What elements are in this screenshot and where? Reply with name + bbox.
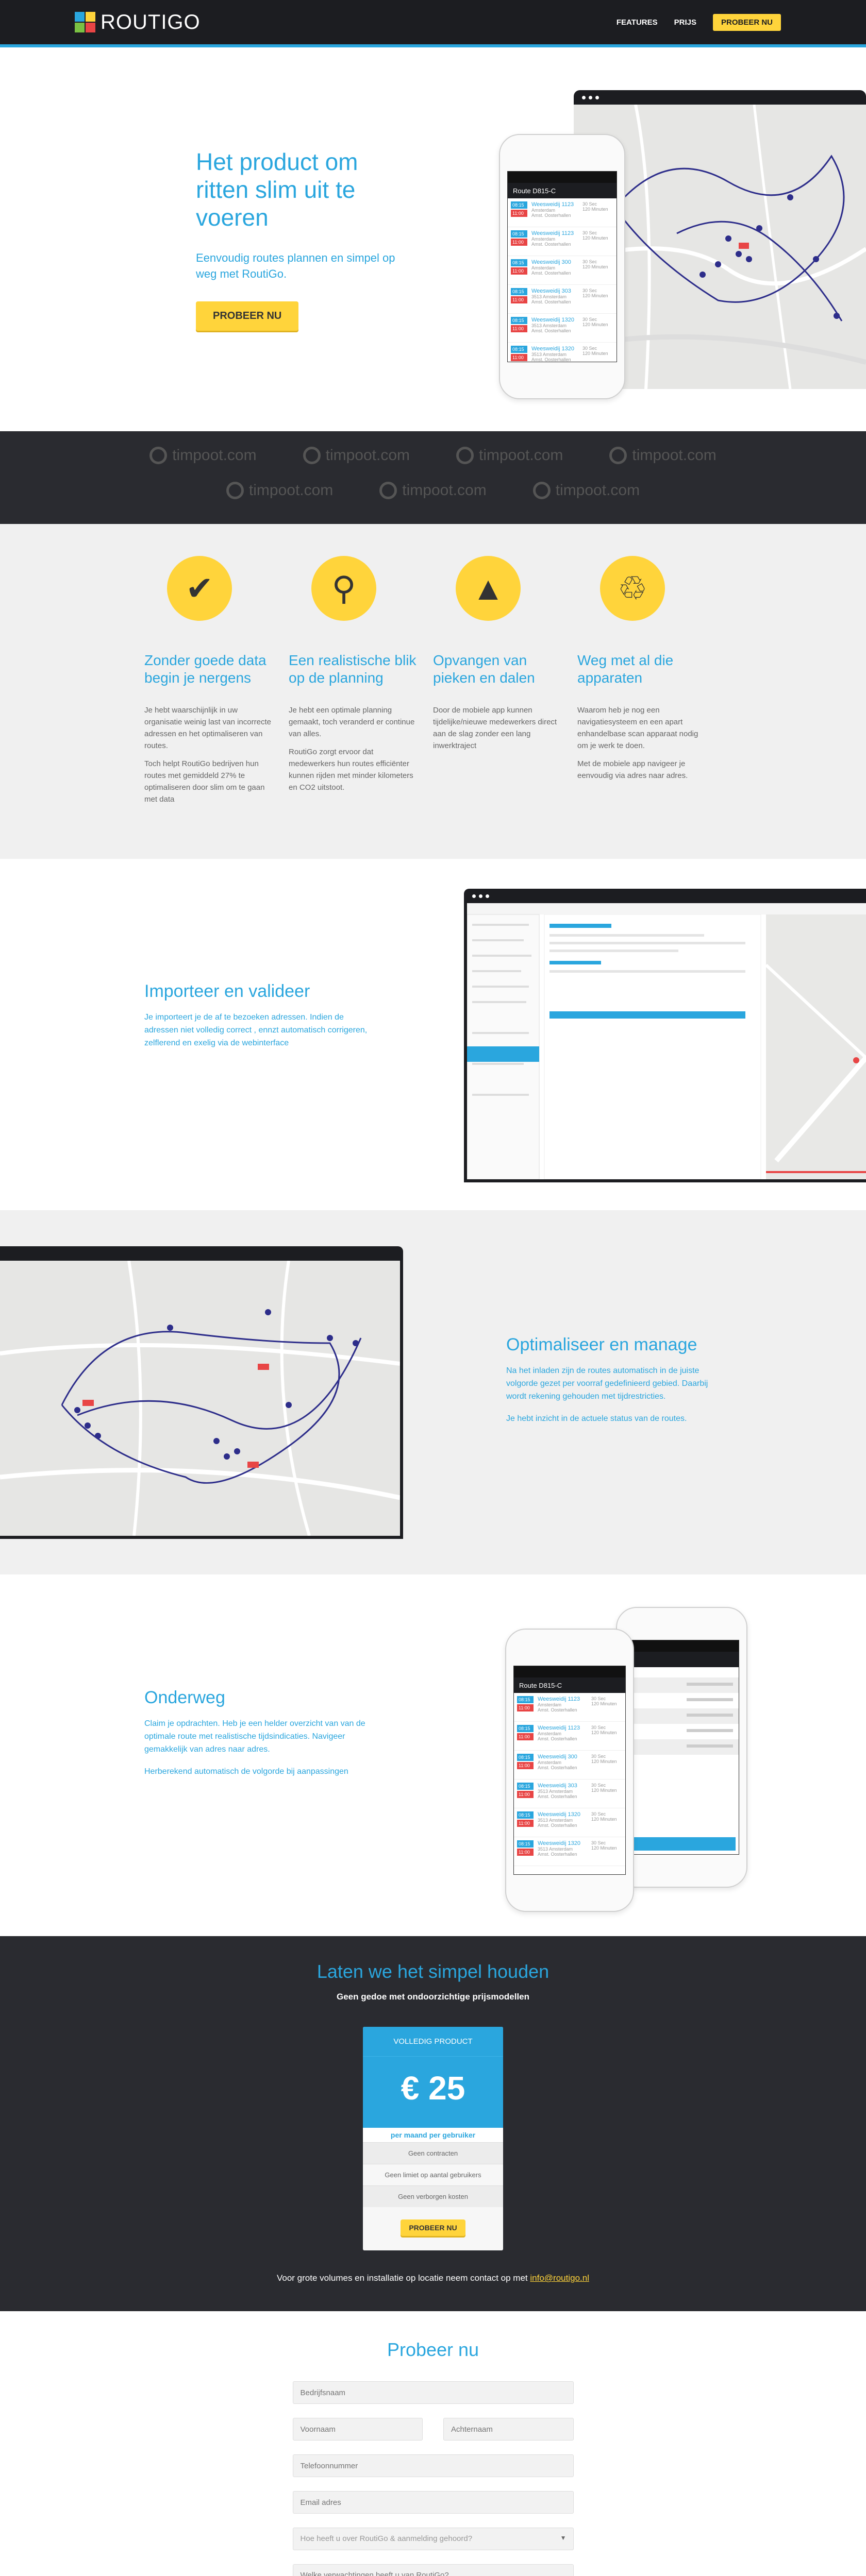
- stop-time-start: 08:15: [517, 1840, 534, 1848]
- stop-city: Amsterdam: [531, 208, 556, 213]
- client-logo-text: timpoot.com: [172, 447, 257, 464]
- stop-city: Amsterdam: [538, 1760, 562, 1765]
- feature-column: [433, 556, 577, 805]
- stop-area: Amst. Oosterhallen: [538, 1707, 577, 1713]
- import-web-interface: [467, 903, 866, 1179]
- site-header: [0, 0, 866, 47]
- stop-info: [527, 317, 582, 339]
- stop-info: [534, 1783, 591, 1805]
- stop-time-start: 08:15: [517, 1754, 534, 1761]
- hero-subtitle: Eenvoudig routes plannen en simpel op weg met RoutiGo.: [196, 251, 395, 280]
- pricing-cta-button[interactable]: PROBEER NU: [401, 2219, 465, 2236]
- stop-time-start: 08:15: [511, 317, 527, 324]
- client-logo-text: timpoot.com: [632, 447, 717, 464]
- source-select[interactable]: [293, 2528, 574, 2550]
- stop-time-start: 08:15: [511, 259, 527, 266]
- stop-time-end: 11:00: [517, 1704, 534, 1711]
- stop-duration: 30 Sec: [582, 230, 597, 235]
- expectations-textarea[interactable]: [293, 2564, 574, 2576]
- optimize-route-map[interactable]: [0, 1261, 400, 1536]
- logo-circle-icon: [303, 447, 321, 464]
- route-stop-row[interactable]: [508, 314, 617, 343]
- stop-city: Amsterdam: [531, 236, 556, 242]
- features-section: [0, 524, 866, 859]
- stop-meta: [582, 259, 613, 281]
- stop-eta: 120 Minuten: [591, 1759, 617, 1764]
- stop-area: Amst. Oosterhallen: [531, 299, 571, 304]
- phone-input[interactable]: [293, 2454, 574, 2477]
- onderweg-title: Onderweg: [144, 1688, 225, 1707]
- stop-time-tags: [511, 346, 527, 362]
- stop-meta: [591, 1783, 622, 1805]
- stop-time-end: 11:00: [511, 210, 527, 217]
- stop-eta: 120 Minuten: [582, 322, 608, 327]
- optimize-tablet-mockup: [0, 1246, 403, 1539]
- stop-info: [534, 1811, 591, 1834]
- signup-form-section: [0, 2311, 866, 2576]
- stop-eta: 120 Minuten: [582, 264, 608, 269]
- stop-meta: [582, 317, 613, 339]
- stop-time-tags: [511, 317, 527, 339]
- stop-duration: 30 Sec: [591, 1840, 606, 1845]
- check-icon: ✔: [167, 556, 232, 621]
- signup-form: [293, 2381, 574, 2576]
- feature-title: Een realistische blik op de planning: [289, 652, 417, 686]
- route-stop-row[interactable]: [508, 227, 617, 256]
- stop-duration: 30 Sec: [582, 201, 597, 207]
- route-stop-row[interactable]: [514, 1751, 625, 1780]
- client-logo: [379, 482, 486, 499]
- stop-time-start: 08:15: [511, 230, 527, 238]
- logo-circle-icon: [379, 482, 397, 499]
- logo-circle-icon: [609, 447, 627, 464]
- phone-detail-svg: [625, 1667, 739, 1855]
- stop-time-tags: [517, 1725, 534, 1747]
- phone-mockup: [499, 134, 625, 399]
- nav-cta-button[interactable]: PROBEER NU: [713, 14, 781, 31]
- stop-area: Amst. Oosterhallen: [531, 357, 571, 362]
- stop-area: Amst. Oosterhallen: [538, 1823, 577, 1828]
- import-ui-svg: [467, 903, 866, 1179]
- phone-route-title: Route D815-C: [508, 183, 617, 198]
- logo-icon: [75, 12, 95, 32]
- stop-time-end: 11:00: [511, 325, 527, 332]
- stop-info: [527, 288, 582, 310]
- nav-prijs[interactable]: PRIJS: [674, 18, 696, 27]
- price-feature: Geen limiet op aantal gebruikers: [363, 2164, 503, 2185]
- stop-meta: [591, 1754, 622, 1776]
- stop-time-end: 11:00: [517, 1849, 534, 1856]
- hero-title: Het product om ritten slim uit te voeren: [196, 148, 358, 231]
- import-section: [0, 859, 866, 1210]
- feature-title: Weg met al die apparaten: [577, 652, 674, 686]
- price-feature: Geen contracten: [363, 2142, 503, 2164]
- hero-section: [0, 47, 866, 431]
- client-logo: [533, 482, 640, 499]
- form-title: Probeer nu: [387, 2339, 479, 2360]
- stop-time-end: 11:00: [517, 1820, 534, 1827]
- phone-route-list-2: [514, 1693, 625, 1866]
- contact-email-link[interactable]: info@routigo.nl: [530, 2273, 589, 2283]
- client-logos: [0, 431, 866, 524]
- stop-time-tags: [511, 230, 527, 252]
- onderweg-text-1: Claim je opdrachten. Heb je een helder overzicht van van de optimale route met realistische tijdsindicaties. Navigeer gemakkelijk van adres naar adres.: [144, 1719, 365, 1754]
- first-name-input[interactable]: [293, 2418, 423, 2441]
- email-input[interactable]: [293, 2491, 574, 2514]
- stop-time-start: 08:15: [511, 201, 527, 209]
- stop-city: Amsterdam: [538, 1731, 562, 1736]
- stop-address: Weesweidij 1320: [531, 346, 574, 352]
- pricing-section: [0, 1936, 866, 2311]
- stop-eta: 120 Minuten: [591, 1701, 617, 1706]
- feature-text: Met de mobiele app navigeer je eenvoudig via adres naar adres.: [577, 759, 688, 780]
- stop-time-end: 11:00: [511, 267, 527, 275]
- optimize-text-2: Je hebt inzicht in de actuele status van de routes.: [506, 1414, 687, 1423]
- stop-time-tags: [511, 201, 527, 224]
- stop-duration: 30 Sec: [591, 1725, 606, 1730]
- price-card-heading: VOLLEDIG PRODUCT: [363, 2027, 503, 2057]
- stop-duration: 30 Sec: [582, 259, 597, 264]
- stop-info: [534, 1696, 591, 1718]
- stop-duration: 30 Sec: [591, 1811, 606, 1817]
- stop-area: Amst. Oosterhallen: [538, 1794, 577, 1799]
- price-card: [363, 2027, 503, 2250]
- import-text: Je importeert je de af te bezoeken adressen. Indien de adressen niet volledig correct , ennzt automatisch corrigeren, zelflerend en exelig via de webinterface: [144, 1013, 368, 1047]
- stop-eta: 120 Minuten: [582, 351, 608, 356]
- stop-address: Weesweidij 303: [531, 288, 571, 294]
- chart-icon: ▲: [456, 556, 521, 621]
- price-feature: Geen verborgen kosten: [363, 2185, 503, 2207]
- stop-address: Weesweidij 1320: [538, 1840, 580, 1846]
- stop-city: 3513 Amsterdam: [538, 1818, 573, 1823]
- stop-eta: 120 Minuten: [582, 235, 608, 241]
- main-nav: [617, 14, 781, 31]
- phone-route-list: [508, 198, 617, 362]
- route-stop-row[interactable]: [514, 1808, 625, 1837]
- feature-text: Je hebt een optimale planning gemaakt, toch veranderd er continue van alles.: [289, 706, 415, 738]
- nav-features[interactable]: FEATURES: [616, 18, 658, 27]
- stop-city: 3513 Amsterdam: [538, 1789, 573, 1794]
- stop-meta: [582, 230, 613, 252]
- pricing-note: [0, 2273, 866, 2283]
- stop-city: 3513 Amsterdam: [538, 1846, 573, 1852]
- stop-time-end: 11:00: [511, 296, 527, 303]
- company-input[interactable]: [293, 2381, 574, 2404]
- pricing-note-text: Voor grote volumes en installatie op locatie neem contact op met: [276, 2273, 528, 2283]
- route-stop-row[interactable]: [514, 1722, 625, 1751]
- feature-column: [144, 556, 289, 805]
- stop-time-end: 11:00: [511, 354, 527, 361]
- import-tablet-mockup: [464, 889, 866, 1182]
- optimize-text-1: Na het inladen zijn de routes automatisch in de juiste volgorde gezet per voorraf gedefinieerd gebied. Daarbij wordt rekening gehouden met tijdrestricties.: [506, 1366, 708, 1401]
- stop-info: [527, 230, 582, 252]
- stop-duration: 30 Sec: [582, 288, 597, 293]
- trash-icon: ♲: [600, 556, 665, 621]
- stop-info: [527, 346, 582, 362]
- client-logo: [226, 482, 333, 499]
- hero-cta-button[interactable]: PROBEER NU: [196, 301, 298, 331]
- stop-eta: 120 Minuten: [582, 207, 608, 212]
- stop-eta: 120 Minuten: [591, 1788, 617, 1793]
- stop-area: Amst. Oosterhallen: [538, 1765, 577, 1770]
- feature-title: Opvangen van pieken en dalen: [433, 652, 535, 686]
- stop-address: Weesweidij 1123: [538, 1696, 580, 1702]
- logo-circle-icon: [149, 447, 167, 464]
- stop-duration: 30 Sec: [591, 1783, 606, 1788]
- stop-meta: [591, 1725, 622, 1747]
- onderweg-section: [0, 1574, 866, 1936]
- stop-city: 3513 Amsterdam: [531, 323, 567, 328]
- stop-info: [534, 1725, 591, 1747]
- stop-time-tags: [517, 1696, 534, 1718]
- feature-title: Zonder goede data begin je nergens: [144, 652, 267, 686]
- stop-time-end: 11:00: [517, 1791, 534, 1798]
- stop-address: Weesweidij 1123: [531, 230, 574, 236]
- stop-address: Weesweidij 1320: [538, 1811, 580, 1818]
- stop-time-tags: [511, 288, 527, 310]
- stop-eta: 120 Minuten: [591, 1845, 617, 1851]
- stop-time-tags: [517, 1811, 534, 1834]
- stop-meta: [591, 1696, 622, 1718]
- route-stop-row[interactable]: [508, 256, 617, 285]
- logo[interactable]: [75, 11, 201, 34]
- stop-address: Weesweidij 1123: [531, 201, 574, 208]
- stop-area: Amst. Oosterhallen: [531, 270, 571, 276]
- stop-eta: 120 Minuten: [582, 293, 608, 298]
- feature-text: Je hebt waarschijnlijk in uw organisatie weinig last van incorrecte adressen en het optimaliseren van routes.: [144, 706, 271, 750]
- stop-time-tags: [511, 259, 527, 281]
- price-amount: € 25: [363, 2057, 503, 2128]
- logo-circle-icon: [226, 482, 244, 499]
- pricing-title: Laten we het simpel houden: [317, 1961, 549, 1982]
- feature-column: [577, 556, 722, 805]
- stop-area: Amst. Oosterhallen: [538, 1736, 577, 1741]
- stop-address: Weesweidij 300: [538, 1754, 577, 1760]
- price-period: per maand per gebruiker: [390, 2131, 476, 2139]
- stop-meta: [582, 201, 613, 224]
- stop-area: Amst. Oosterhallen: [531, 213, 571, 218]
- client-logo: [303, 447, 410, 464]
- stop-address: Weesweidij 300: [531, 259, 571, 265]
- stop-info: [534, 1840, 591, 1862]
- client-logo-text: timpoot.com: [555, 482, 640, 499]
- stop-time-start: 08:15: [517, 1696, 534, 1703]
- stop-city: 3513 Amsterdam: [531, 352, 567, 357]
- stop-area: Amst. Oosterhallen: [531, 328, 571, 333]
- feature-text: Door de mobiele app kunnen tijdelijke/nieuwe medewerkers direct aan de slag zonder een lang inwerktraject: [433, 706, 557, 750]
- optimize-title: Optimaliseer en manage: [506, 1335, 697, 1354]
- pricing-subtitle: Geen gedoe met ondoorzichtige prijsmodellen: [336, 1992, 530, 2002]
- stop-city: 3513 Amsterdam: [531, 294, 567, 299]
- stop-address: Weesweidij 303: [538, 1783, 577, 1789]
- import-title: Importeer en valideer: [144, 981, 310, 1001]
- phone-mockup-back: [616, 1607, 747, 1888]
- phone-mockup-front: [505, 1629, 634, 1912]
- stop-area: Amst. Oosterhallen: [538, 1852, 577, 1857]
- stop-meta: [591, 1840, 622, 1862]
- stop-city: Amsterdam: [538, 1702, 562, 1707]
- stop-meta: [582, 346, 613, 362]
- feature-text: Waarom heb je nog een navigatiesysteem en een apart enhandelbase scan apparaat nodig om je werk te doen.: [577, 706, 698, 750]
- client-logo: [609, 447, 716, 464]
- stop-duration: 30 Sec: [582, 317, 597, 322]
- stop-time-start: 08:15: [517, 1783, 534, 1790]
- stop-address: Weesweidij 1320: [531, 317, 574, 323]
- client-logo-text: timpoot.com: [479, 447, 563, 464]
- feature-text: Toch helpt RoutiGo bedrijven hun routes met gemiddeld 27% te optimaliseren door slim om te gaan met data: [144, 759, 265, 804]
- optimize-section: [0, 1210, 866, 1574]
- stop-time-end: 11:00: [511, 239, 527, 246]
- logo-circle-icon: [533, 482, 551, 499]
- source-select-value: Hoe heeft u over RoutiGo & aanmelding gehoord?: [293, 2528, 574, 2550]
- client-logo-text: timpoot.com: [402, 482, 487, 499]
- optimize-map-svg: [0, 1261, 400, 1536]
- stop-time-start: 08:15: [511, 288, 527, 295]
- stop-time-end: 11:00: [517, 1762, 534, 1769]
- stop-time-start: 08:15: [511, 346, 527, 353]
- route-stop-row[interactable]: [514, 1780, 625, 1808]
- stop-time-tags: [517, 1783, 534, 1805]
- stop-time-start: 08:15: [517, 1725, 534, 1732]
- stop-area: Amst. Oosterhallen: [531, 242, 571, 247]
- route-stop-row[interactable]: [508, 198, 617, 227]
- route-stop-row[interactable]: [508, 285, 617, 314]
- stop-meta: [591, 1811, 622, 1834]
- logo-circle-icon: [456, 447, 474, 464]
- client-logo: [149, 447, 256, 464]
- feature-text: RoutiGo zorgt ervoor dat medewerkers hun routes efficiënter kunnen rijden met minder kilometers en CO2 uitstoot.: [289, 748, 413, 792]
- stop-eta: 120 Minuten: [591, 1730, 617, 1735]
- stop-duration: 30 Sec: [582, 346, 597, 351]
- stop-info: [534, 1754, 591, 1776]
- stop-city: Amsterdam: [531, 265, 556, 270]
- stop-time-end: 11:00: [517, 1733, 534, 1740]
- stop-duration: 30 Sec: [591, 1754, 606, 1759]
- route-stop-row[interactable]: [514, 1837, 625, 1866]
- stop-time-start: 08:15: [517, 1811, 534, 1819]
- stop-eta: 120 Minuten: [591, 1817, 617, 1822]
- stop-time-tags: [517, 1754, 534, 1776]
- onderweg-text-2: Herberekend automatisch de volgorde bij aanpassingen: [144, 1767, 348, 1776]
- client-logo: [456, 447, 563, 464]
- client-logo-text: timpoot.com: [248, 482, 334, 499]
- client-logo-text: timpoot.com: [325, 447, 410, 464]
- last-name-input[interactable]: [443, 2418, 574, 2441]
- stop-info: [527, 201, 582, 224]
- stop-info: [527, 259, 582, 281]
- magnifier-icon: ⚲: [311, 556, 376, 621]
- stop-address: Weesweidij 1123: [538, 1725, 580, 1731]
- brand-name: ROUTIGO: [101, 10, 201, 33]
- phone-route-title-2: Route D815-C: [514, 1677, 625, 1693]
- stop-meta: [582, 288, 613, 310]
- route-stop-row[interactable]: [514, 1693, 625, 1722]
- feature-column: [289, 556, 433, 805]
- stop-time-tags: [517, 1840, 534, 1862]
- route-stop-row[interactable]: [508, 343, 617, 362]
- stop-duration: 30 Sec: [591, 1696, 606, 1701]
